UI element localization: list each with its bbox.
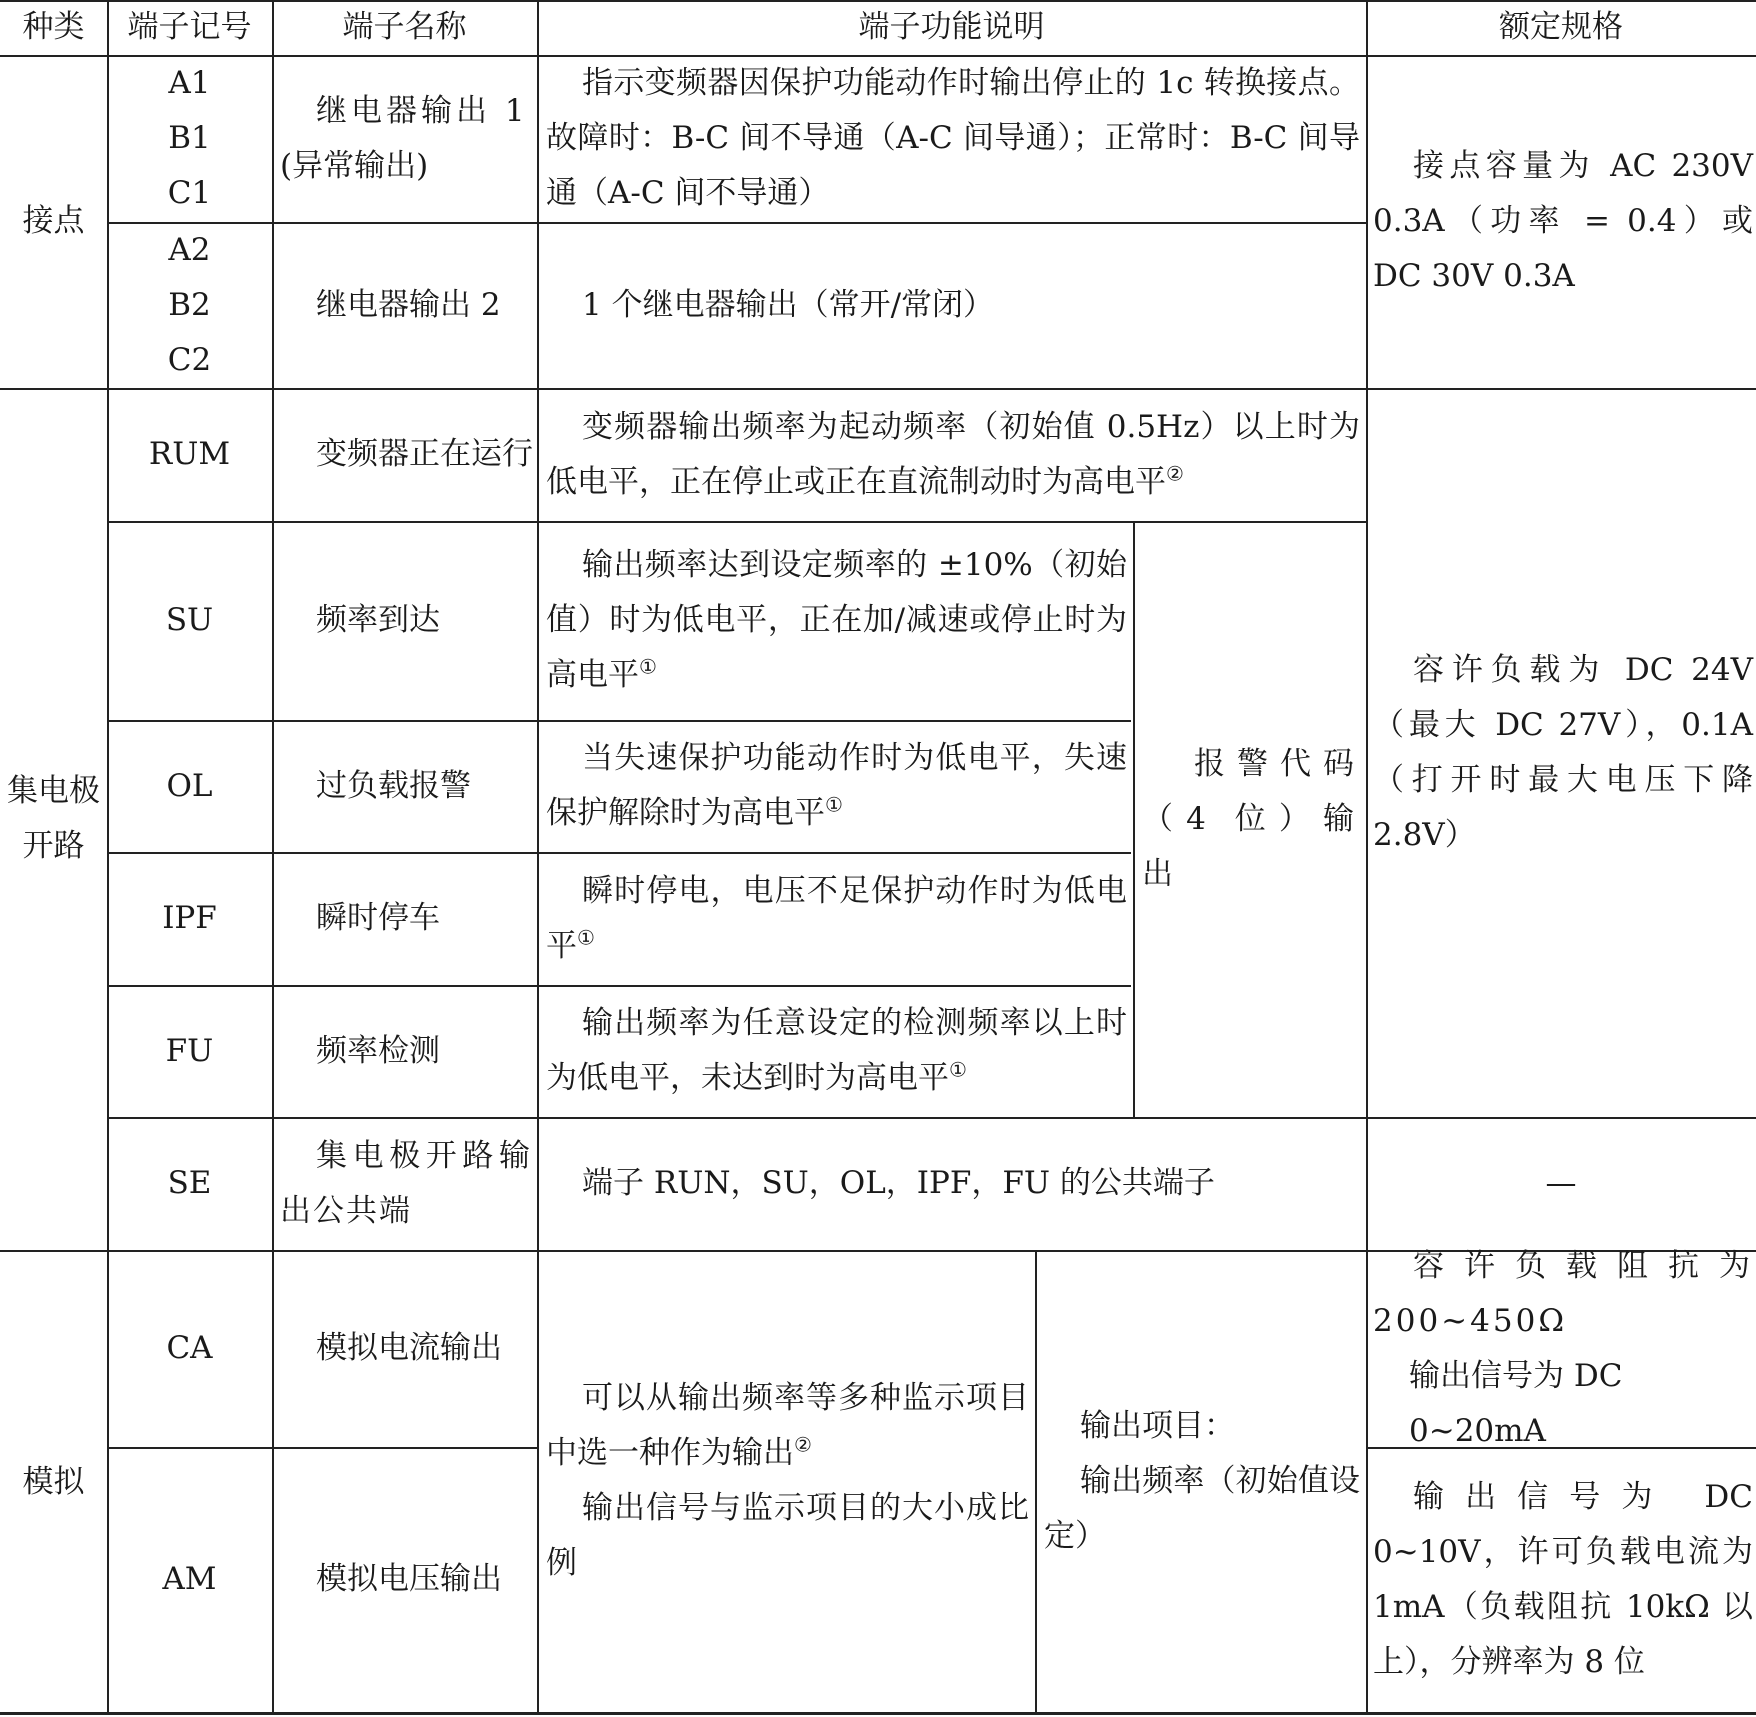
code-b2: B2 — [168, 286, 211, 323]
run-code: RUM — [148, 436, 231, 472]
relay2-codes — [107, 222, 272, 388]
relay2-name: 继电器输出 2 — [316, 286, 501, 323]
relay2-function: 1 个继电器输出（常开/常闭） — [582, 286, 995, 323]
code-a1: A1 — [168, 65, 211, 101]
group-open-collector-line1: 集电极 — [7, 773, 100, 809]
se-rating: — — [1545, 1165, 1577, 1201]
ipf-function-text: 瞬时停电，电压不足保护动作时为低电平 — [546, 872, 1127, 964]
analog-function — [546, 1250, 1029, 1712]
group-open-collector — [0, 388, 107, 1250]
open-collector-rating-text: 容许负载为 DC 24V（最大 DC 27V），0.1A（打开时最大电压下降 2.8V） — [1373, 651, 1753, 853]
run-function — [546, 388, 1360, 521]
header-code: 端子记号 — [127, 9, 252, 45]
ol-code: OL — [166, 767, 213, 804]
header-category: 种类 — [22, 9, 85, 45]
relay1-name-line2: (异常输出) — [280, 147, 429, 184]
fu-name: 频率检测 — [316, 1032, 440, 1069]
fu-function-text: 输出频率为任意设定的检测频率以上时为低电平，未达到时为高电平 — [546, 1005, 1127, 1096]
fu-code: FU — [165, 1032, 214, 1069]
col-rule-alarm — [1133, 521, 1135, 1119]
code-b1: B1 — [168, 120, 211, 156]
relay1-codes — [107, 55, 272, 222]
code-c2: C2 — [167, 341, 212, 378]
fu-note: ① — [949, 1057, 967, 1082]
code-c1: C1 — [167, 175, 212, 211]
se-code: SE — [167, 1165, 212, 1201]
am-code: AM — [162, 1561, 217, 1597]
col-rule-2 — [272, 0, 274, 1714]
ca-rating-line1: 容许负载阻抗为 200~450Ω — [1373, 1247, 1753, 1339]
su-code: SU — [165, 602, 214, 638]
contact-rating — [1373, 55, 1753, 388]
col-rule-3 — [537, 0, 539, 1714]
se-function: 端子 RUN，SU，OL，IPF，FU 的公共端子 — [582, 1165, 1215, 1201]
open-collector-rating — [1373, 388, 1753, 1117]
run-name: 变频器正在运行 — [316, 436, 533, 472]
ipf-name: 瞬时停车 — [316, 900, 440, 936]
col-rule-analog — [1035, 1250, 1037, 1714]
analog-items-line2: 输出频率（初始值设定） — [1044, 1462, 1360, 1554]
header-function: 端子功能说明 — [858, 9, 1045, 45]
ipf-function — [546, 852, 1127, 985]
relay1-function-text: 指示变频器因保护功能动作时输出停止的 1c 转换接点。故障时：B-C 间不导通（A-C 间导通）；正常时：B-C 间导通（A-C 间不导通） — [546, 65, 1360, 211]
rule-bottom — [0, 1712, 1756, 1715]
header-rating: 额定规格 — [1499, 9, 1623, 45]
ol-note: ① — [825, 792, 843, 817]
relay1-name — [280, 55, 532, 222]
am-rating — [1373, 1447, 1753, 1712]
analog-items — [1044, 1250, 1360, 1712]
su-name: 频率到达 — [316, 602, 440, 638]
ipf-note: ① — [577, 925, 595, 950]
se-name — [280, 1117, 532, 1250]
su-function-text: 输出频率达到设定频率的 ±10%（初始值）时为低电平，正在加/减速或停止时为高电平 — [546, 547, 1127, 693]
group-open-collector-line2: 开路 — [22, 828, 85, 864]
am-rating-text: 输出信号为 DC 0~10V，许可负载电流为 1mA（负载阻抗 10kΩ 以上），分辨率为 8 位 — [1373, 1478, 1753, 1680]
ca-rating — [1373, 1247, 1753, 1449]
ca-code: CA — [166, 1330, 213, 1366]
group-analog: 模拟 — [22, 1463, 85, 1500]
ol-name: 过负载报警 — [316, 767, 471, 804]
ca-rating-line2: 输出信号为 DC 0~20mA — [1409, 1357, 1623, 1449]
ca-name: 模拟电流输出 — [316, 1330, 502, 1366]
contact-rating-text: 接点容量为 AC 230V 0.3A（功率 = 0.4）或 DC 30V 0.3A — [1373, 148, 1753, 294]
analog-function-line1: 可以从输出频率等多种监示项目中选一种作为输出 — [546, 1380, 1029, 1471]
fu-function — [546, 985, 1127, 1117]
ipf-code: IPF — [162, 900, 217, 936]
relay1-function — [546, 55, 1360, 222]
relay1-name-line1: 继电器输出 1 — [316, 92, 529, 129]
alarm-code-text: 报警代码（4 位）输出 — [1142, 745, 1360, 892]
analog-function-note: ② — [794, 1432, 812, 1457]
su-note: ① — [639, 654, 657, 679]
run-function-text: 变频器输出频率为起动频率（初始值 0.5Hz）以上时为低电平，正在停止或正在直流制动时为高电平 — [546, 408, 1360, 500]
se-name-text: 集电极开路输出公共端 — [280, 1137, 532, 1229]
am-name: 模拟电压输出 — [316, 1561, 502, 1597]
analog-items-line1: 输出项目： — [1080, 1407, 1235, 1444]
alarm-code — [1142, 521, 1360, 1117]
code-a2: A2 — [168, 231, 211, 268]
col-rule-4 — [1366, 0, 1368, 1714]
ol-function-text: 当失速保护功能动作时为低电平，失速保护解除时为高电平 — [546, 740, 1127, 831]
ol-function — [546, 720, 1127, 852]
su-function — [546, 521, 1127, 720]
run-note: ② — [1166, 461, 1184, 486]
group-contact: 接点 — [22, 203, 85, 239]
header-name: 端子名称 — [342, 9, 467, 45]
analog-function-line2: 输出信号与监示项目的大小成比例 — [546, 1490, 1029, 1581]
